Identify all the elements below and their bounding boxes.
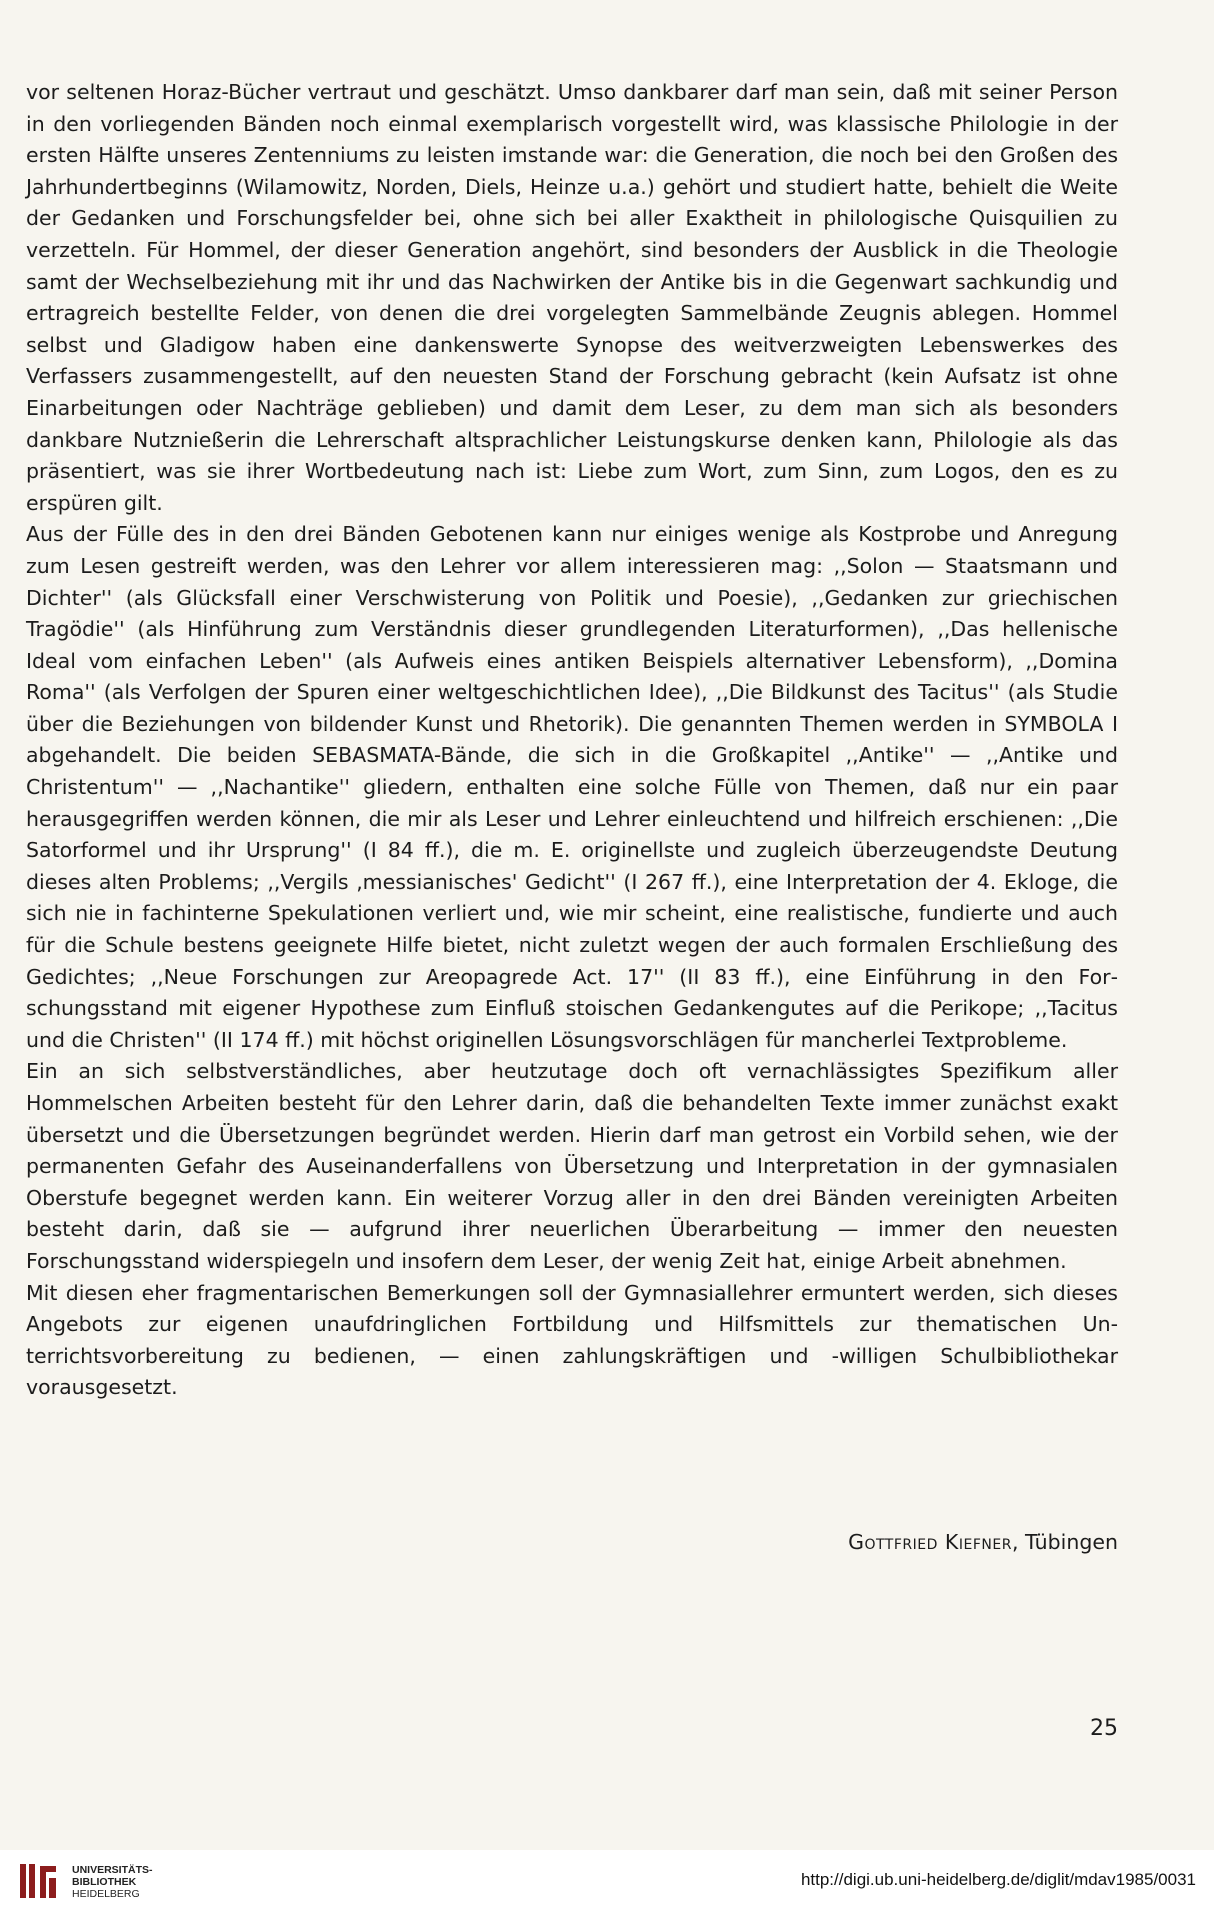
library-line-3: HEIDELBERG	[72, 1888, 140, 1900]
library-line-2: BIBLIOTHEK	[72, 1876, 137, 1888]
paragraph-2: Aus der Fülle des in den drei Bänden Gebotenen kann nur einiges wenige als Kostprobe und Anregung zum Lesen gestreift werden, was den Lehrer vor allem interessieren mag: ,,Solon — Staatsmann und Dichter'' (als Glücksfall einer Verschwisterung von Politik und Poesie), ,,Gedanken zur griechischen Tragödie'' (als Hinführung zum Verständnis dieser grundlegenden Literaturformen), ,,Das hellenische Ideal vom einfachen Leben'' (als Aufweis eines antiken Beispiels alternativer Lebensform), ,,Domina Roma'' (als Verfolgen der Spuren einer weltgeschichtlichen Idee), ,,Die Bildkunst des Tacitus'' (als Studie über die Beziehungen von bildender Kunst und Rhetorik). Die genannten Themen werden in SYMBOLA I abgehandelt. Die beiden SEBASMATA-Bände, die sich in die Großkapitel ,,Antike'' — ,,Antike und Christentum'' — ,,Nachantike'' gliedern, enthalten eine solche Fülle von Themen, daß nur ein paar herausgegriffen werden können, die mir als Leser und Lehrer einleuchtend und hilfreich erschienen: ,,Die Satorformel und ihr Ursprung'' (I 84 ff.), die m. E. originellste und zugleich überzeugendste Deutung dieses alten Problems; ,,Vergils ‚messianisches' Gedicht'' (I 267 ff.), eine Interpretation der 4. Ekloge, die sich nie in fachinterne Spekulationen verliert und, wie mir scheint, eine realistische, fundierte und auch für die Schule bestens geeignete Hilfe bietet, nicht zuletzt wegen der auch formalen Erschließung des Gedichtes; ,,Neue Forschungen zur Areopagrede Act. 17'' (II 83 ff.), eine Einführung in den Forschungsstand mit eigener Hypothese zum Einfluß stoischen Gedankengutes auf die Perikope; ,,Tacitus und die Christen'' (II 174 ff.) mit höchst originellen Lösungsvorschlägen für mancherlei Textprobleme.	[26, 522, 1118, 1052]
library-line-1: UNIVERSITÄTS-	[72, 1864, 153, 1876]
author-place: , Tübingen	[1011, 1530, 1118, 1554]
paragraph-3: Ein an sich selbstverständliches, aber heutzutage doch oft vernachlässigtes Spezifikum aller Hommelschen Arbeiten besteht für den Lehrer darin, daß die behandelten Texte immer zunächst exakt übersetzt und die Übersetzungen begründet werden. Hierin darf man getrost ein Vorbild sehen, wie der permanenten Gefahr des Auseinanderfallens von Übersetzung und Interpretation in der gymnasialen Oberstufe begegnet werden kann. Ein weiterer Vorzug aller in den drei Bänden vereinigten Arbeiten besteht darin, daß sie — aufgrund ihrer neuerlichen Überarbeitung — immer den neuesten Forschungsstand widerspiegeln und insofern dem Leser, der wenig Zeit hat, einige Arbeit abnehmen.	[26, 1059, 1118, 1273]
paragraph-4: Mit diesen eher fragmentarischen Bemerkungen soll der Gymnasiallehrer ermuntert werden, sich dieses Angebots zur eigenen unaufdringlichen Fortbildung und Hilfsmittels zur thematischen Unterrichtsvorbereitung zu bedienen, — einen zahlungskräftigen und -willigen Schulbibliothekar vorausgesetzt.	[26, 1280, 1118, 1400]
author-signature	[848, 1530, 1118, 1554]
page-number: 25	[1090, 1716, 1118, 1741]
library-name	[72, 1864, 153, 1900]
footer-bar	[0, 1850, 1214, 1914]
author-name: Gottfried Kiefner	[848, 1530, 1012, 1554]
body-text	[26, 77, 1118, 1404]
source-url-link[interactable]: http://digi.ub.uni-heidelberg.de/diglit/mdav1985/0031	[800, 1870, 1196, 1889]
paragraph-1: vor seltenen Horaz-Bücher vertraut und geschätzt. Umso dankbarer darf man sein, daß mit seiner Person in den vorliegenden Bänden noch einmal exemplarisch vorgestellt wird, was klassische Philologie in der ersten Hälfte unseres Zentenniums zu leisten imstande war: die Generation, die noch bei den Großen des Jahrhundertbeginns (Wilamowitz, Norden, Diels, Heinze u.a.) gehört und studiert hatte, behielt die Weite der Gedanken und Forschungsfelder bei, ohne sich bei aller Exaktheit in philologische Quisquilien zu verzetteln. Für Hommel, der dieser Generation angehört, sind besonders der Ausblick in die Theologie samt der Wechselbeziehung mit ihr und das Nachwirken der Antike bis in die Gegenwart sachkundig und ertragreich bestellte Felder, von denen die drei vorgelegten Sammelbände Zeugnis ablegen. Hommel selbst und Gladigow haben eine dankenswerte Synopse des weitverzweigten Lebenswerkes des Verfassers zusammengestellt, auf den neuesten Stand der Forschung gebracht (kein Aufsatz ist ohne Einarbeitungen oder Nachträge geblieben) und damit dem Leser, zu dem man sich als besonders dankbare Nutznießerin die Lehrerschaft altsprachlicher Leistungskurse denken kann, Philologie als das präsentiert, was sie ihrer Wortbedeutung nach ist: Liebe zum Wort, zum Sinn, zum Logos, den es zu erspüren gilt.	[26, 80, 1118, 515]
library-logo-icon	[16, 1860, 62, 1904]
